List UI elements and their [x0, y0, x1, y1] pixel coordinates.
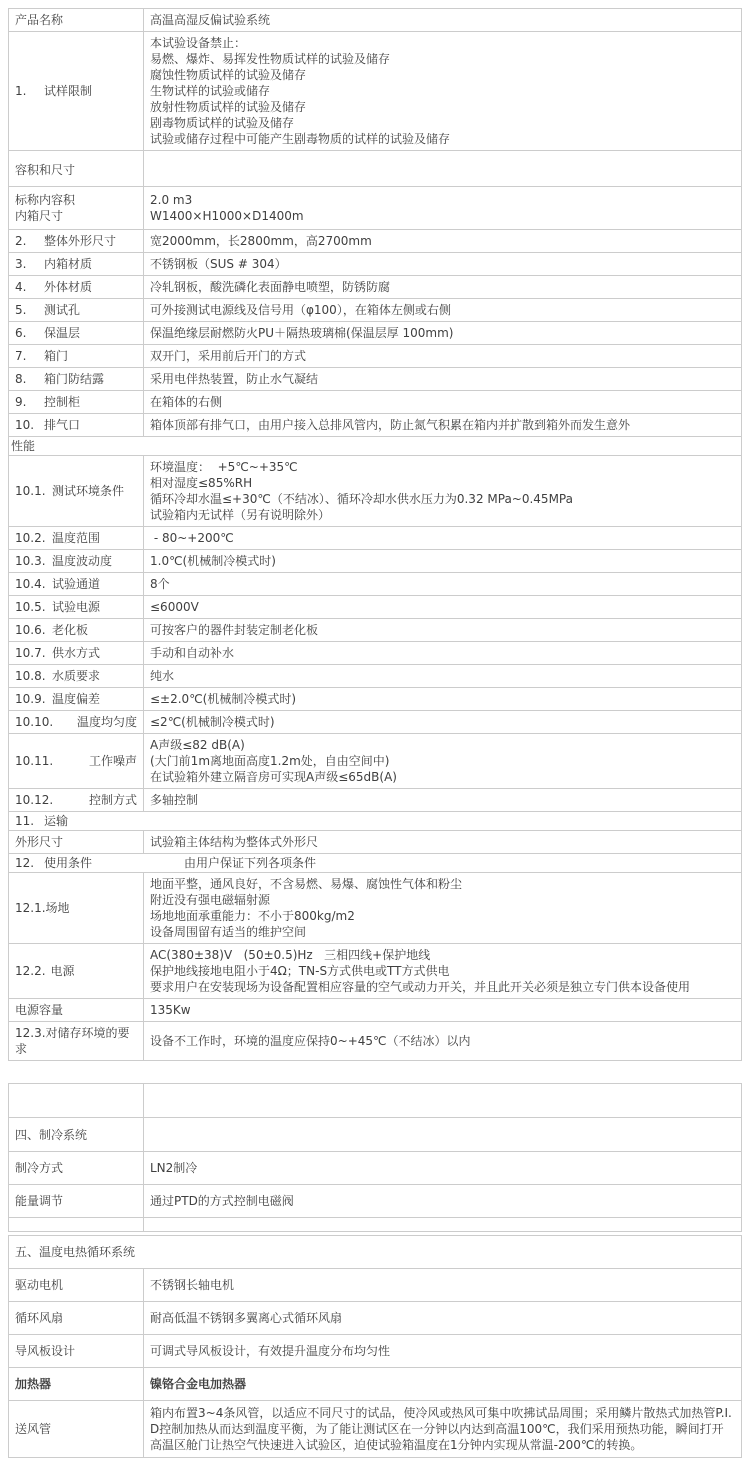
row-value: 附近没有强电磁辐射源 — [150, 893, 271, 907]
row-value: 在箱体的右侧 — [150, 395, 223, 409]
row-label-cell — [9, 999, 144, 1022]
row-value-cell — [144, 1335, 742, 1368]
row-value-cell — [144, 665, 742, 688]
row-label-cell — [9, 734, 144, 789]
section-cell — [9, 437, 742, 456]
row-number: 6. — [15, 326, 27, 340]
row-value-cell — [144, 831, 742, 854]
row-value: 腐蚀性物质试样的试验及储存 — [150, 68, 307, 82]
row-label: 加热器 — [15, 1377, 52, 1391]
row-label: 四、制冷系统 — [15, 1127, 88, 1142]
row-label: 外形尺寸 — [15, 835, 64, 849]
row-label: 电源容量 — [15, 1003, 64, 1017]
row-label: 能量调节 — [15, 1194, 64, 1208]
table-row — [9, 187, 742, 230]
table-row — [9, 854, 742, 873]
row-label-cell — [9, 873, 144, 944]
row-label: 内箱尺寸 — [15, 209, 64, 223]
section-number: 11. — [15, 814, 35, 828]
row-value-cell — [144, 299, 742, 322]
row-label-cell — [9, 527, 144, 550]
row-label-cell — [9, 391, 144, 414]
row-value-cell — [144, 1152, 742, 1185]
row-value-cell — [144, 1269, 742, 1302]
row-value: 试验箱主体结构为整体式外形尺 — [150, 835, 319, 849]
table-row — [9, 32, 742, 151]
row-value-cell — [144, 619, 742, 642]
row-value: ≤2℃(机械制冷模式时) — [150, 715, 275, 729]
row-value-cell — [144, 322, 742, 345]
row-label: 产品名称 — [15, 13, 64, 27]
row-value-cell — [144, 368, 742, 391]
row-number: 2. — [15, 234, 27, 248]
row-number: 10.11. — [15, 754, 54, 768]
row-label-cell — [9, 1118, 144, 1152]
table-row — [9, 1218, 742, 1232]
row-label-cell — [9, 642, 144, 665]
table-row — [9, 999, 742, 1022]
row-number: 7. — [15, 349, 27, 363]
table-row — [9, 253, 742, 276]
row-value: 采用电伴热装置，防止水气凝结 — [150, 372, 319, 386]
row-label-cell — [9, 1302, 144, 1335]
row-value-cell — [144, 151, 742, 187]
row-value-cell — [144, 276, 742, 299]
row-value: - 80~+200℃ — [150, 531, 234, 545]
spec-table-main — [8, 8, 742, 1061]
row-label: 制冷方式 — [15, 1161, 64, 1175]
row-label: 箱门 — [44, 349, 69, 363]
table-row — [9, 345, 742, 368]
row-value: 箱体顶部有排气口，由用户接入总排风管内，防止氮气积累在箱内并扩散到箱外而发生意外 — [150, 418, 631, 432]
row-label-cell — [9, 573, 144, 596]
row-label: 工作噪声 — [88, 754, 137, 768]
table-row — [9, 1236, 742, 1269]
row-value-cell — [144, 527, 742, 550]
row-number: 10.5. — [15, 600, 46, 614]
row-value: 本试验设备禁止： — [150, 36, 247, 50]
row-value: 多轴控制 — [150, 793, 199, 807]
table-row — [9, 1152, 742, 1185]
row-label-cell — [9, 1185, 144, 1218]
row-label-cell — [9, 230, 144, 253]
row-label: 控制方式 — [88, 793, 137, 807]
row-value: 要求用户在安装现场为设备配置相应容量的空气或动力开关，并且此开关必须是独立专门供本设备使用 — [150, 980, 691, 994]
row-value: AC(380±38)V (50±0.5)Hz 三相四线+保护地线 — [150, 948, 431, 962]
table-row — [9, 1118, 742, 1152]
row-label: 内箱材质 — [44, 257, 93, 271]
row-value: 不锈钢长轴电机 — [150, 1278, 235, 1292]
row-label-cell — [9, 151, 144, 187]
row-value-cell — [144, 944, 742, 999]
row-label-cell — [9, 550, 144, 573]
row-value: 耐高低温不锈钢多翼离心式循环风扇 — [150, 1311, 343, 1325]
row-number: 8. — [15, 372, 27, 386]
row-value: 纯水 — [150, 669, 175, 683]
row-value: 箱内布置3~4条风管，以适应不同尺寸的试品，使冷风或热风可集中吹拂试品周围；采用鳞片散热式加热管P.I.D控制加热从而达到温度平衡，为了能让测试区在一分钟以内达到高温100℃，我们采用预热功能，瞬间打开高温区舱门让热空气快速进入试验区，迫使试验箱温度在1分钟内实现从常温-200℃的转换。 — [150, 1406, 732, 1452]
row-number: 4. — [15, 280, 27, 294]
table-row — [9, 1335, 742, 1368]
row-label: 整体外形尺寸 — [44, 234, 117, 248]
table-row — [9, 665, 742, 688]
row-value: 环境温度： +5℃~+35℃ — [150, 460, 298, 474]
row-label-cell — [9, 299, 144, 322]
row-value: 相对湿度≤85%RH — [150, 476, 253, 490]
row-label-cell — [9, 187, 144, 230]
row-value-cell — [144, 711, 742, 734]
row-label: 测试环境条件 — [52, 484, 125, 498]
table-row — [9, 711, 742, 734]
table-row — [9, 391, 742, 414]
row-value: 试验箱内无试样（另有说明除外） — [150, 508, 331, 522]
row-number: 10.8. — [15, 669, 46, 683]
row-value: 高温高湿反偏试验系统 — [150, 13, 271, 27]
table-row — [9, 873, 742, 944]
row-label: 温度均匀度 — [76, 715, 137, 729]
row-value-cell — [144, 1302, 742, 1335]
row-value: 在试验箱外建立隔音房可实现A声级≤65dB(A) — [150, 770, 397, 784]
row-value: ≤6000V — [150, 600, 199, 614]
row-value: 设备周围留有适当的维护空间 — [150, 925, 307, 939]
row-label-cell — [9, 1401, 144, 1458]
row-number: 10.3. — [15, 554, 46, 568]
row-number: 10.12. — [15, 793, 54, 807]
row-value-cell — [144, 230, 742, 253]
row-label-cell — [9, 944, 144, 999]
row-label-cell — [9, 32, 144, 151]
table-row — [9, 812, 742, 831]
row-value: 8个 — [150, 577, 170, 591]
row-label: 温度偏差 — [52, 692, 101, 706]
row-value: 易燃、爆炸、易挥发性物质试样的试验及储存 — [150, 52, 391, 66]
row-value-cell — [144, 1401, 742, 1458]
spec-table-cooling-system — [8, 1083, 742, 1232]
section-cell — [9, 1236, 742, 1269]
row-value: 135Kw — [150, 1003, 191, 1017]
row-label: 试验电源 — [52, 600, 101, 614]
table-row — [9, 414, 742, 437]
row-value-cell — [144, 253, 742, 276]
table-row — [9, 1368, 742, 1401]
row-number: 1. — [15, 84, 27, 98]
row-value-cell — [144, 999, 742, 1022]
row-number: 3. — [15, 257, 27, 271]
row-value: 双开门，采用前后开门的方式 — [150, 349, 307, 363]
row-label-cell — [9, 665, 144, 688]
row-value: A声级≤82 dB(A) — [150, 738, 245, 752]
row-label: 驱动电机 — [15, 1278, 64, 1292]
row-label-cell — [9, 456, 144, 527]
row-value: LN2制冷 — [150, 1161, 198, 1175]
table-row — [9, 276, 742, 299]
row-value-cell — [144, 9, 742, 32]
section-cell — [9, 854, 742, 873]
row-number: 10.9. — [15, 692, 46, 706]
table-row — [9, 642, 742, 665]
row-value-cell — [144, 573, 742, 596]
row-value-cell — [144, 1084, 742, 1118]
row-value-cell — [144, 1218, 742, 1232]
row-label: 箱门防结露 — [44, 372, 105, 386]
row-value-cell — [144, 414, 742, 437]
row-value: 通过PTD的方式控制电磁阀 — [150, 1194, 294, 1208]
row-value-cell — [144, 345, 742, 368]
table-row — [9, 688, 742, 711]
table-row — [9, 9, 742, 32]
row-label-cell — [9, 1218, 144, 1232]
row-label-cell — [9, 9, 144, 32]
spec-table-heating-circulation-system — [8, 1235, 742, 1458]
row-value-cell — [144, 688, 742, 711]
row-value: 镍铬合金电加热器 — [150, 1377, 247, 1391]
row-value: 2.0 m3 — [150, 193, 193, 207]
row-value-cell — [144, 1368, 742, 1401]
section-label: 运输 — [44, 814, 69, 828]
row-value: 生物试样的试验或储存 — [150, 84, 271, 98]
row-value: (大门前1m离地面高度1.2m处，自由空间中) — [150, 754, 390, 768]
row-label-cell — [9, 1269, 144, 1302]
table-row — [9, 573, 742, 596]
row-label: 测试孔 — [44, 303, 81, 317]
row-value: 1.0℃(机械制冷模式时) — [150, 554, 276, 568]
row-label-cell — [9, 414, 144, 437]
table-row — [9, 230, 742, 253]
row-number: 10.10. — [15, 715, 54, 729]
section-label: 五、温度电热循环系统 — [15, 1245, 136, 1259]
row-value: 剧毒物质试样的试验及储存 — [150, 116, 295, 130]
row-value: 保温绝缘层耐燃防火PU＋隔热玻璃棉(保温层厚 100mm) — [150, 326, 454, 340]
row-value-cell — [144, 550, 742, 573]
table-row — [9, 1269, 742, 1302]
row-label: 电源 — [50, 964, 75, 978]
row-value-cell — [144, 456, 742, 527]
row-value: 手动和自动补水 — [150, 646, 235, 660]
row-value: 地面平整，通风良好，不含易燃、易爆、腐蚀性气体和粉尘 — [150, 877, 463, 891]
row-number: 9. — [15, 395, 27, 409]
section-label: 性能 — [11, 439, 36, 453]
row-label-cell — [9, 322, 144, 345]
row-value-cell — [144, 873, 742, 944]
row-number: 10.1. — [15, 484, 46, 498]
row-label-cell — [9, 619, 144, 642]
row-value: 可按客户的器件封装定制老化板 — [150, 623, 319, 637]
row-number: 10.7. — [15, 646, 46, 660]
row-value-cell — [144, 1185, 742, 1218]
table-row — [9, 368, 742, 391]
row-label-cell — [9, 596, 144, 619]
table-row — [9, 1084, 742, 1118]
row-value: 不锈钢板（SUS # 304） — [150, 257, 287, 271]
table-row — [9, 1401, 742, 1458]
row-label-cell — [9, 688, 144, 711]
table-row — [9, 944, 742, 999]
row-label: 试样限制 — [44, 84, 93, 98]
row-label: 标称内容积 — [15, 193, 76, 207]
row-value-cell — [144, 734, 742, 789]
row-value-cell — [144, 32, 742, 151]
row-label: 控制柜 — [44, 395, 81, 409]
table-row — [9, 734, 742, 789]
table-row — [9, 1185, 742, 1218]
row-label-cell — [9, 1368, 144, 1401]
row-value: 设备不工作时，环境的温度应保持0~+45℃（不结冰）以内 — [150, 1034, 471, 1048]
row-value: 冷轧钢板，酸洗磷化表面静电喷塑，防锈防腐 — [150, 280, 391, 294]
row-label-cell — [9, 253, 144, 276]
table-row — [9, 550, 742, 573]
table-row — [9, 437, 742, 456]
row-label-cell — [9, 1335, 144, 1368]
row-label: 温度波动度 — [52, 554, 113, 568]
row-label-cell — [9, 276, 144, 299]
row-label: 保温层 — [44, 326, 81, 340]
row-value: 宽2000mm，长2800mm，高2700mm — [150, 234, 372, 248]
row-value-cell — [144, 391, 742, 414]
row-value-cell — [144, 789, 742, 812]
row-value: 试验或储存过程中可能产生剧毒物质的试样的试验及储存 — [150, 132, 451, 146]
table-row — [9, 456, 742, 527]
row-label: 外体材质 — [44, 280, 93, 294]
row-number: 5. — [15, 303, 27, 317]
row-label-cell — [9, 1084, 144, 1118]
table-row — [9, 527, 742, 550]
row-value-cell — [144, 1022, 742, 1061]
row-value-cell — [144, 642, 742, 665]
row-number: 10. — [15, 418, 35, 432]
row-label-cell — [9, 789, 144, 812]
row-label: 温度范围 — [52, 531, 101, 545]
row-value: 场地地面承重能力：不小于800kg/m2 — [150, 909, 355, 923]
section-cell — [9, 812, 742, 831]
row-label: 老化板 — [52, 623, 89, 637]
row-value: 可外接测试电源线及信号用（φ100），在箱体左侧或右侧 — [150, 303, 451, 317]
row-label: 12.1.场地 — [15, 901, 70, 915]
row-value-cell — [144, 1118, 742, 1152]
row-label: 试验通道 — [52, 577, 101, 591]
row-value: 可调式导风板设计，有效提升温度分布均匀性 — [150, 1344, 391, 1358]
table-row — [9, 619, 742, 642]
row-number: 10.6. — [15, 623, 46, 637]
row-label-cell — [9, 831, 144, 854]
row-value: W1400×H1000×D1400m — [150, 209, 304, 223]
row-number: 10.4. — [15, 577, 46, 591]
section-number: 12. — [15, 856, 35, 870]
table-row — [9, 789, 742, 812]
table-row — [9, 831, 742, 854]
table-row — [9, 151, 742, 187]
row-label: 水质要求 — [52, 669, 101, 683]
row-value: 循环冷却水温≤+30℃（不结冰）、循环冷却水供水压力为0.32 MPa~0.45MPa — [150, 492, 573, 506]
row-value-cell — [144, 596, 742, 619]
row-value: 放射性物质试样的试验及储存 — [150, 100, 307, 114]
row-value: 保护地线接地电阻小于4Ω；TN-S方式供电或TT方式供电 — [150, 964, 450, 978]
row-label-cell — [9, 711, 144, 734]
section-label: 使用条件 — [44, 856, 93, 870]
row-value: ≤±2.0℃(机械制冷模式时) — [150, 692, 297, 706]
row-label: 12.3.对储存环境的要求 — [15, 1026, 130, 1056]
table-row — [9, 322, 742, 345]
row-label: 导风板设计 — [15, 1344, 76, 1358]
table-row — [9, 1022, 742, 1061]
row-label: 送风管 — [15, 1422, 52, 1436]
row-number: 12.2. — [15, 964, 46, 978]
table-row — [9, 1302, 742, 1335]
row-label-cell — [9, 345, 144, 368]
row-label-cell — [9, 1022, 144, 1061]
row-value-cell — [144, 187, 742, 230]
row-label: 循环风扇 — [15, 1311, 64, 1325]
row-label: 供水方式 — [52, 646, 101, 660]
table-row — [9, 596, 742, 619]
row-label: 排气口 — [44, 418, 81, 432]
table-row — [9, 299, 742, 322]
section-extra-text: 由用户保证下列各项条件 — [184, 856, 317, 870]
row-label: 容积和尺寸 — [15, 163, 76, 177]
row-label-cell — [9, 368, 144, 391]
row-label-cell — [9, 1152, 144, 1185]
row-number: 10.2. — [15, 531, 46, 545]
